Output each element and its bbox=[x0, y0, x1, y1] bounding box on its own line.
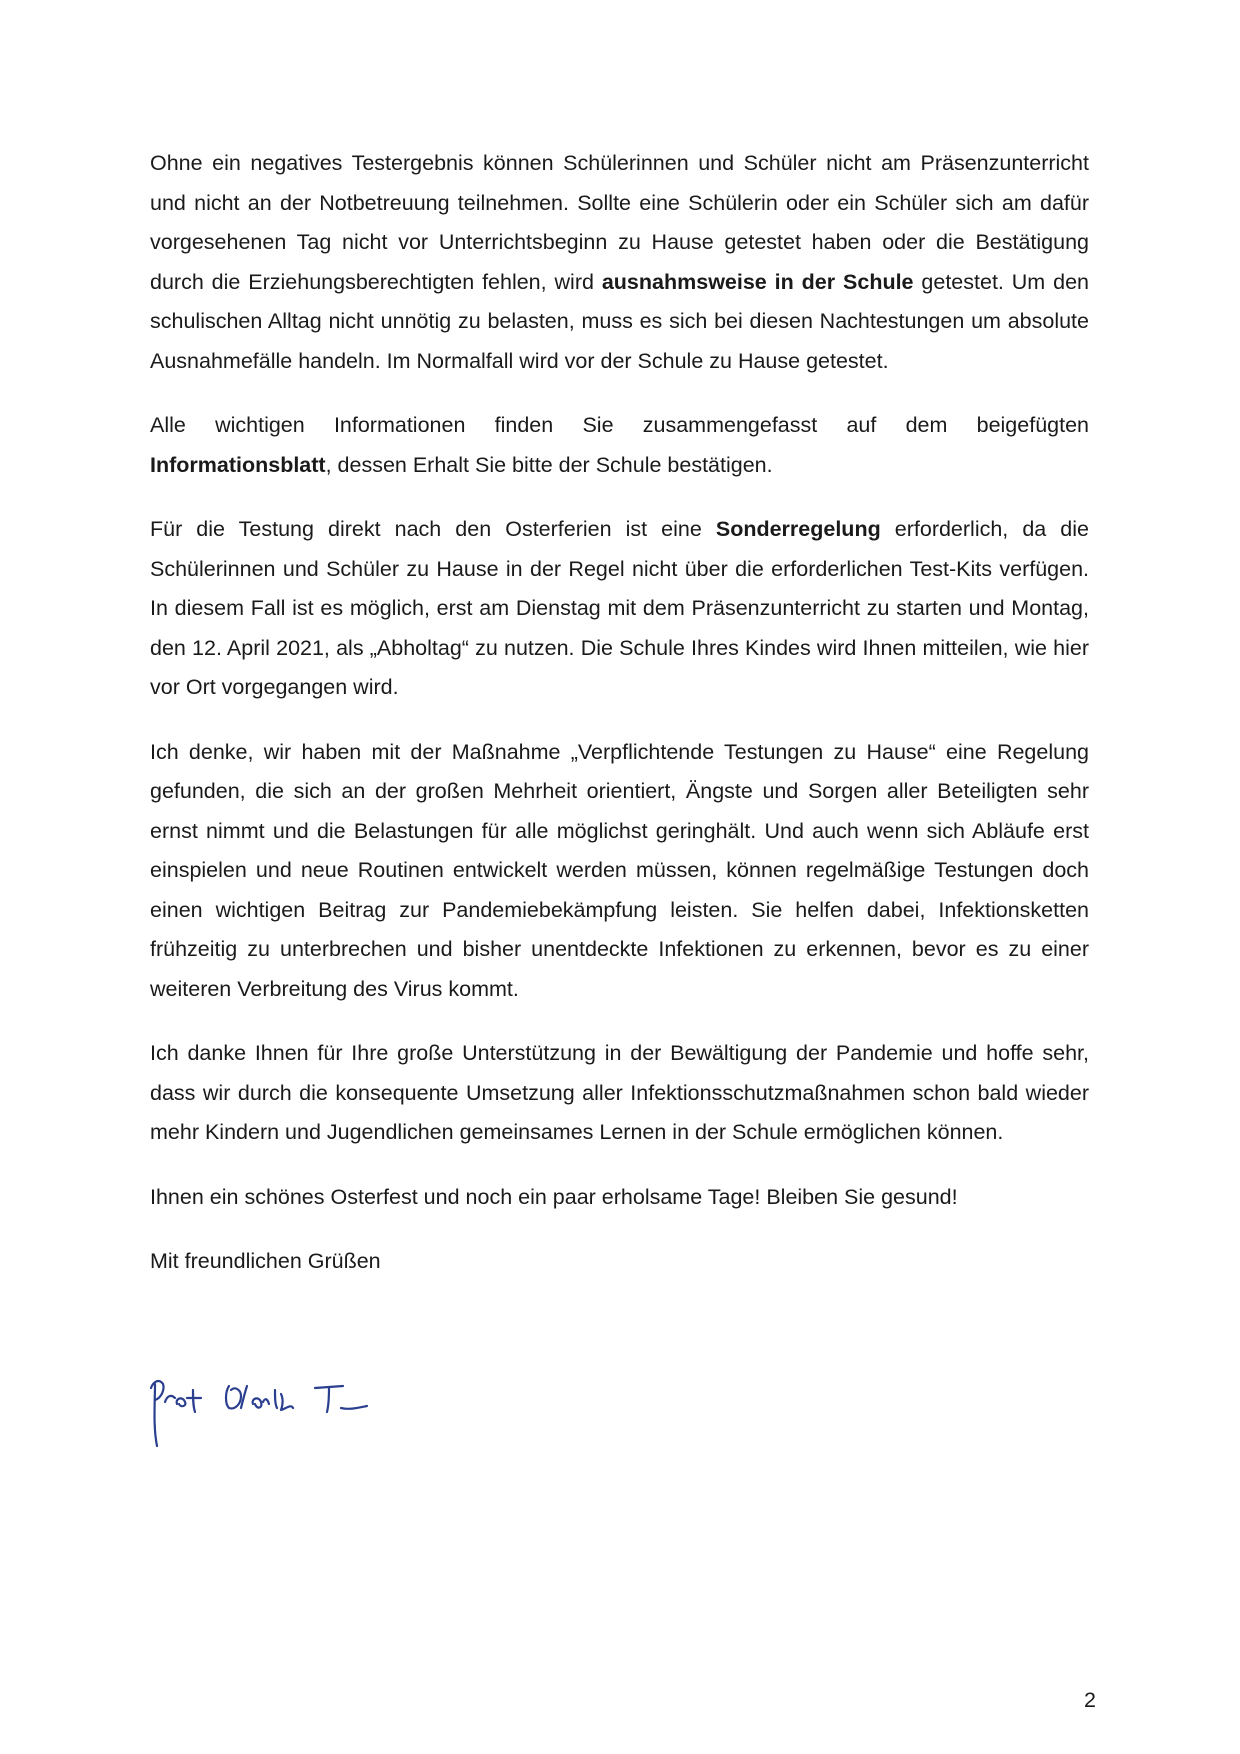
paragraph-special-rule bbox=[150, 510, 1089, 708]
page-number: 2 bbox=[1084, 1688, 1096, 1712]
paragraph-emphasis: Informationsblatt bbox=[150, 452, 326, 477]
closing-text: Mit freundlichen Grüßen bbox=[150, 1249, 381, 1273]
paragraph-text: Ihnen ein schönes Osterfest und noch ein paar erholsame Tage! Bleiben Sie gesund! bbox=[150, 1184, 958, 1209]
paragraph-text: getestet. Um den schulischen Alltag nicht unnötig zu belasten, muss es sich bei diesen Nachtestungen um absolute Ausnahmefälle handeln. Im Normalfall wird vor der Schule zu Hause getestet. bbox=[150, 269, 1089, 373]
paragraph-text: , dessen Erhalt Sie bitte der Schule bestätigen. bbox=[325, 452, 773, 477]
handwritten-signature bbox=[145, 1368, 425, 1458]
paragraph-measure-rationale bbox=[150, 733, 1089, 1010]
paragraph-thanks bbox=[150, 1034, 1089, 1153]
paragraph-information-sheet bbox=[150, 406, 1089, 485]
paragraph-emphasis: Sonderregelung bbox=[715, 517, 881, 541]
paragraph-text: erforderlich, da die Schülerinnen und Schüler zu Hause in der Regel nicht über die erforderlichen Test-Kits verfügen. In diesem Fall ist es möglich, erst am Dienstag mit dem Präsenzunterricht zu starten und Montag, den 12. April 2021, als „Abholtag“ zu nutzen. Die Schule Ihres Kindes wird Ihnen mitteilen, wie hier vor Ort vorgegangen wird. bbox=[150, 517, 1089, 699]
closing-salutation bbox=[150, 1242, 1089, 1282]
paragraph-text: Für die Testung direkt nach den Osterferien ist eine bbox=[150, 517, 716, 541]
paragraph-testing-requirement bbox=[150, 144, 1089, 381]
letter-body bbox=[150, 144, 1089, 1307]
paragraph-text: Alle wichtigen Informationen finden Sie zusammengefasst auf dem beigefügten bbox=[150, 413, 1089, 437]
paragraph-emphasis: ausnahmsweise in der Schule bbox=[601, 269, 914, 294]
paragraph-text: Ich denke, wir haben mit der Maßnahme „Verpflichtende Testungen zu Hause“ eine Regelung gefunden, die sich an der großen Mehrheit orientiert, Ängste und Sorgen aller Beteiligten sehr ernst nimmt und die Belastungen für alle möglichst geringhält. Und auch wenn sich Abläufe erst einspielen und neue Routinen entwickelt werden müssen, können regelmäßige Testungen doch einen wichtigen Beitrag zur Pandemiebekämpfung leisten. Sie helfen dabei, Infektionsketten frühzeitig zu unterbrechen und bisher unentdeckte Infektionen zu erkennen, bevor es zu einer weiteren Verbreitung des Virus kommt. bbox=[150, 739, 1089, 1001]
paragraph-text: Ich danke Ihnen für Ihre große Unterstützung in der Bewältigung der Pandemie und hoffe sehr, dass wir durch die konsequente Umsetzung aller Infektionsschutzmaßnahmen schon bald wieder mehr Kindern und Jugendlichen gemeinsames Lernen in der Schule ermöglichen können. bbox=[150, 1041, 1089, 1144]
paragraph-easter-wishes bbox=[150, 1178, 1089, 1218]
paragraph-text: Ohne ein negatives Testergebnis können Schülerinnen und Schüler nicht am Präsenzunterricht und nicht an der Notbetreuung teilnehmen. Sollte eine Schülerin oder ein Schüler sich am dafür vorgesehenen Tag nicht vor Unterrichtsbeginn zu Hause getestet haben oder die Bestätigung durch die Erziehungsberechtigten fehlen, wird bbox=[150, 151, 1089, 294]
